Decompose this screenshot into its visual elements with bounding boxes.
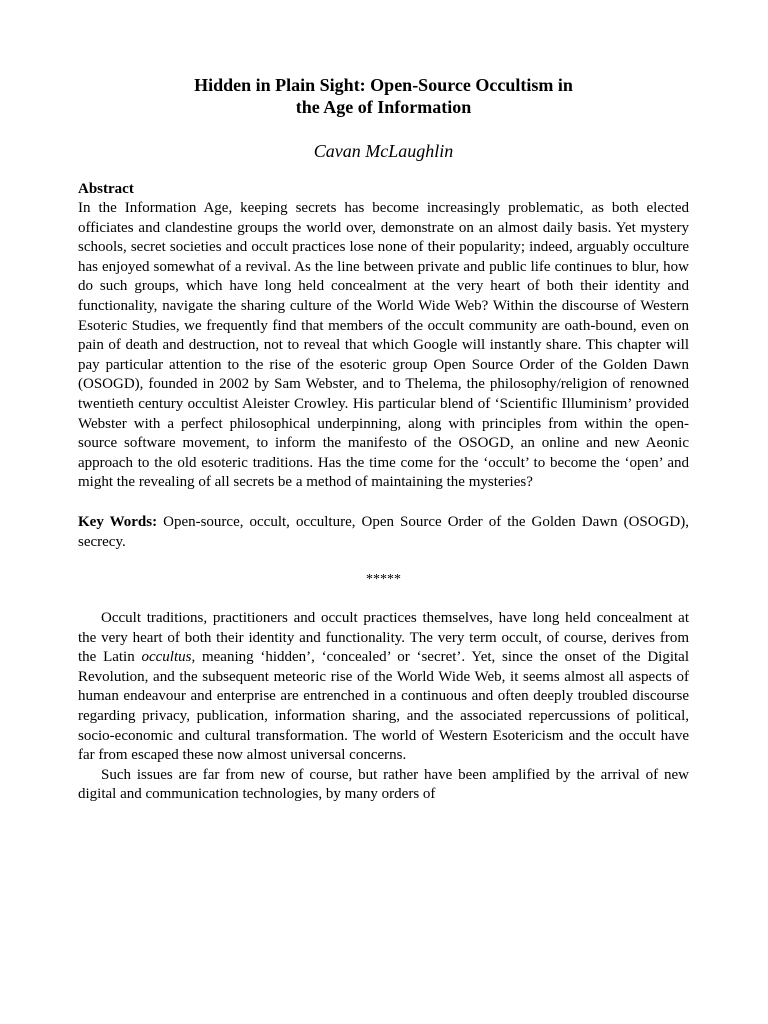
body-paragraph-1 (78, 609, 689, 766)
body-paragraph-2: Such issues are far from new of course, but rather have been amplified by the arrival of new digital and communication technologies, by many orders of (78, 766, 689, 803)
para1-text-b: , meaning ‘hidden’, ‘concealed’ or ‘secret’. Yet, since the onset of the Digital Revolution, and the subsequent meteoric rise of the World Wide Web, it seems almost all aspects of human endeavour and enterprise are entrenched in a continuous and often deeply troubled discourse regarding privacy, publication, information sharing, and the associated repercussions of political, socio-economic and cultural transformation. The world of Western Esotericism and the occult have far from escaped these now almost universal concerns. (78, 649, 689, 764)
para1-latin-term: occultus (141, 649, 192, 666)
title-line-1: Hidden in Plain Sight: Open-Source Occultism in (194, 75, 573, 95)
title-line-2: the Age of Information (295, 97, 472, 117)
abstract-text: In the Information Age, keeping secrets has become increasingly problematic, as both elected officiates and clandestine groups the world over, demonstrate on an almost daily basis. Yet mystery schools, secret societies and occult practices lose none of their popularity; indeed, arguably occulture has enjoyed somewhat of a revival. As the line between private and public life continues to blur, how do such groups, which have long held concealment at the very heart of both their identity and functionality, navigate the sharing culture of the World Wide Web? Within the discourse of Western Esoteric Studies, we frequently find that members of the occult community are oath-bound, even on pain of death and destruction, not to reveal that which Google will instantly share. This chapter will pay particular attention to the rise of the esoteric group Open Source Order of the Golden Dawn (OSOGD), founded in 2002 by Sam Webster, and to Thelema, the philosophy/religion of renowned twentieth century occultist Aleister Crowley. His particular blend of ‘Scientific Illuminism’ provided Webster with a perfect philosophical underpinning, along with principles from within the open-source software movement, to inform the manifesto of the OSOGD, an online and new Aeonic approach to the old esoteric traditions. Has the time come for the ‘occult’ to become the ‘open’ and might the revealing of all secrets be a method of maintaining the mysteries? (78, 200, 689, 491)
keywords-text: Open-source, occult, occulture, Open Source Order of the Golden Dawn (OSOGD), secrecy. (78, 513, 689, 550)
section-separator: ***** (366, 572, 401, 588)
paper-title (78, 74, 689, 118)
abstract-heading: Abstract (78, 181, 134, 197)
para1-text-a: Occult traditions, practitioners and occult practices themselves, have long held concealment at the very heart of both their identity and functionality. The very term occult, of course, derives from the Latin (78, 610, 689, 666)
keywords-label: Key Words: (78, 513, 158, 530)
author-name: Cavan McLaughlin (313, 141, 454, 161)
paper-page (78, 74, 689, 805)
keywords (78, 513, 689, 552)
